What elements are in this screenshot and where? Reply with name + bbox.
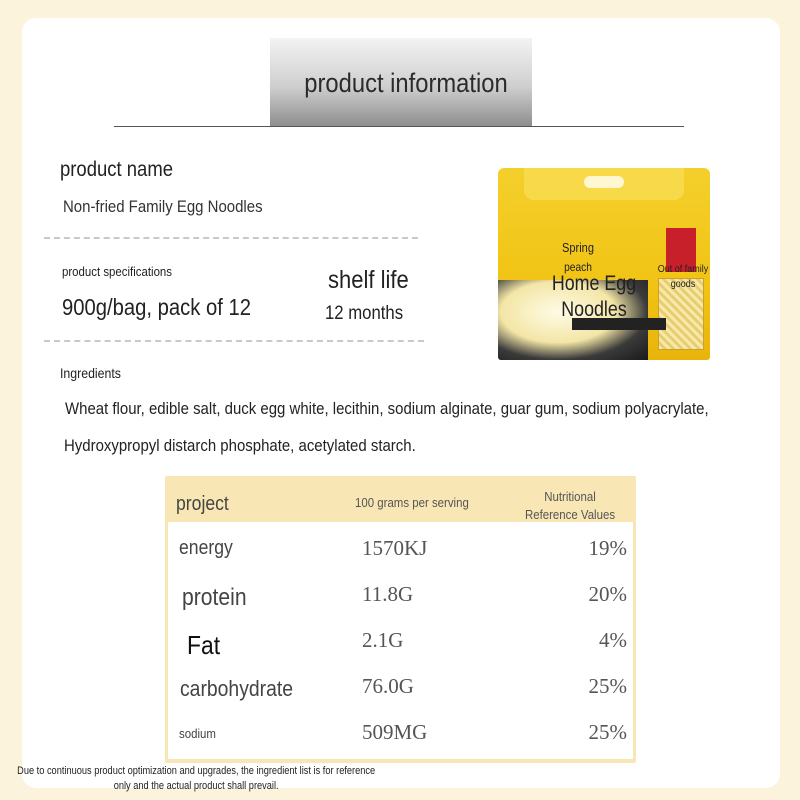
column-header-serving: 100 grams per serving xyxy=(355,495,469,510)
nutrient-name: protein xyxy=(182,584,247,611)
title-divider xyxy=(114,126,684,127)
nutrient-name: energy xyxy=(179,537,233,559)
package-name-line2: Noodles xyxy=(561,298,627,321)
package-handle xyxy=(584,176,624,188)
product-package-image xyxy=(498,168,710,360)
ingredients-line-2: Hydroxypropyl distarch phosphate, acetylated starch. xyxy=(64,436,416,455)
column-header-project: project xyxy=(176,493,229,515)
nutrient-nrv: 20% xyxy=(588,582,627,606)
ingredients-label: Ingredients xyxy=(60,365,121,381)
specifications-value: 900g/bag, pack of 12 xyxy=(62,294,252,320)
product-name-label: product name xyxy=(60,158,174,181)
page-title: product information xyxy=(304,68,508,98)
nutrient-value: 11.8G xyxy=(362,582,414,606)
nutrient-nrv: 25% xyxy=(588,674,627,698)
package-side-text: Out of family goods xyxy=(657,264,709,290)
ingredients-line-1: Wheat flour, edible salt, duck egg white, lecithin, sodium alginate, guar gum, sodium polyacrylate, xyxy=(65,399,709,418)
product-name-value: Non-fried Family Egg Noodles xyxy=(63,197,263,216)
nutrient-nrv: 25% xyxy=(588,720,627,744)
nutrient-name: Fat xyxy=(187,630,221,660)
nutrient-value: 2.1G xyxy=(362,628,404,652)
package-brand-line1: Spring xyxy=(562,240,594,255)
specifications-label: product specifications xyxy=(62,264,173,279)
nutrient-nrv: 19% xyxy=(588,536,627,560)
nutrient-name: carbohydrate xyxy=(180,676,294,701)
package-brand-line2: peach xyxy=(564,260,592,274)
nutrient-value: 509MG xyxy=(362,720,428,744)
table-row xyxy=(168,522,639,568)
shelf-life-value: 12 months xyxy=(325,303,404,324)
table-row xyxy=(168,614,639,660)
table-row xyxy=(168,568,639,614)
column-header-nrv: Nutritional Reference Values xyxy=(524,489,616,522)
package-name-line1: Home Egg xyxy=(551,272,637,295)
nutrition-table-body xyxy=(168,522,633,759)
divider-dashed xyxy=(44,237,418,239)
nutrient-name: sodium xyxy=(179,726,216,741)
nutrient-nrv: 4% xyxy=(599,628,627,652)
nutrient-value: 76.0G xyxy=(362,674,414,698)
shelf-life-label: shelf life xyxy=(328,266,409,294)
table-row xyxy=(168,706,639,752)
nutrient-value: 1570KJ xyxy=(362,536,428,560)
divider-dashed xyxy=(44,340,424,342)
disclaimer-footnote: Due to continuous product optimization and upgrades, the ingredient list is for reference only and the actual product shall prevail. xyxy=(17,765,376,792)
table-row xyxy=(168,660,639,706)
nutrition-table xyxy=(165,476,636,763)
